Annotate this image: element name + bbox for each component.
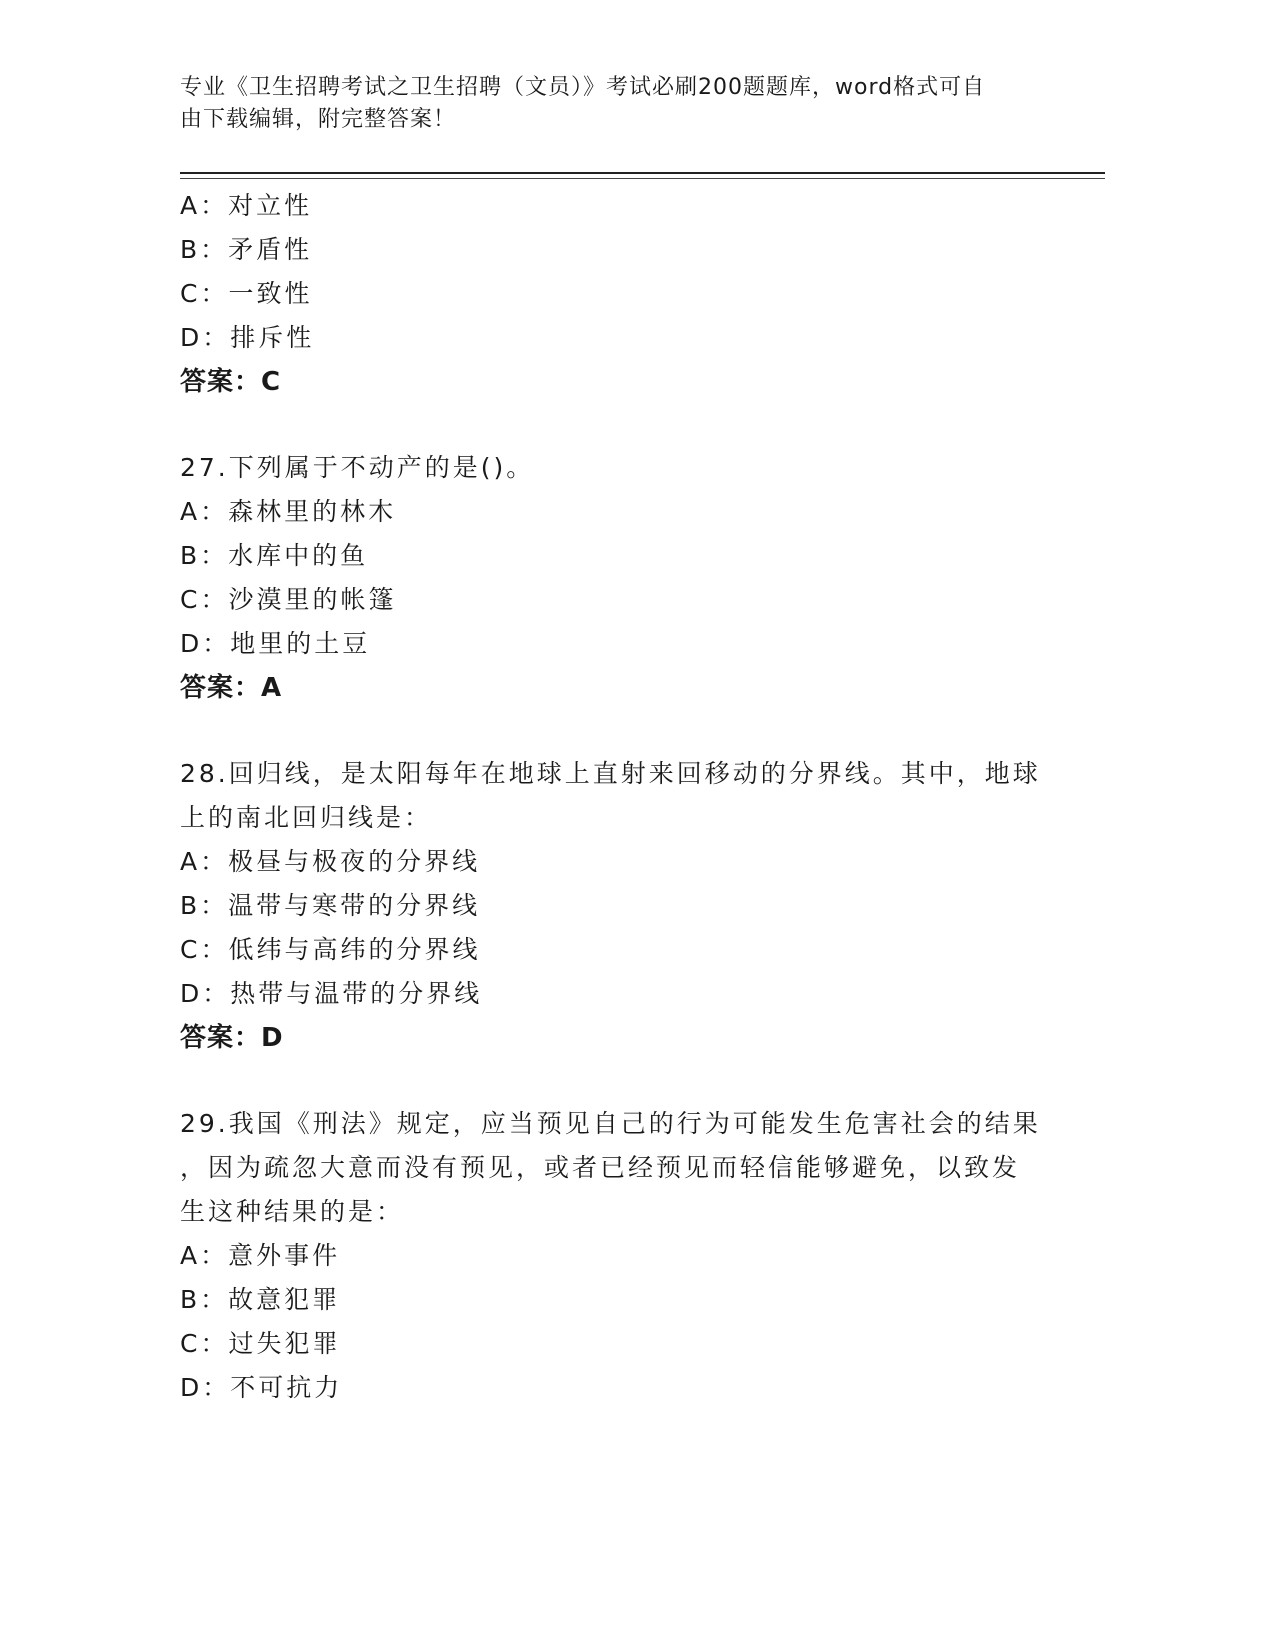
option-c: C：低纬与高纬的分界线 bbox=[180, 935, 481, 964]
question-29 bbox=[180, 1102, 1040, 1410]
stem-line: 上的南北回归线是： bbox=[180, 803, 433, 832]
option-b: B：温带与寒带的分界线 bbox=[180, 891, 481, 920]
option-b: B：故意犯罪 bbox=[180, 1285, 341, 1314]
option-b: B：矛盾性 bbox=[180, 235, 313, 264]
question-28 bbox=[180, 752, 1040, 1060]
question-27 bbox=[180, 446, 1040, 710]
option-b: B：水库中的鱼 bbox=[180, 541, 369, 570]
option-a: A：森林里的林木 bbox=[180, 497, 397, 526]
option-d: D：地里的土豆 bbox=[180, 629, 371, 658]
option-a: A：意外事件 bbox=[180, 1241, 341, 1270]
answer-line: 答案：D bbox=[180, 1023, 284, 1053]
header-rule-thin bbox=[180, 178, 1105, 179]
stem-line: 27.下列属于不动产的是()。 bbox=[180, 453, 535, 482]
question-stem bbox=[180, 1102, 1040, 1234]
option-c: C：一致性 bbox=[180, 279, 313, 308]
option-a: A：对立性 bbox=[180, 191, 313, 220]
option-d: D：热带与温带的分界线 bbox=[180, 979, 483, 1008]
option-d: D：不可抗力 bbox=[180, 1373, 343, 1402]
answer-line: 答案：A bbox=[180, 673, 283, 703]
header-rule-thick bbox=[180, 172, 1105, 174]
header-line-1: 专业《卫生招聘考试之卫生招聘（文员）》考试必刷200题题库，word格式可自 bbox=[180, 75, 986, 100]
question-stem bbox=[180, 752, 1040, 840]
option-d: D：排斥性 bbox=[180, 323, 315, 352]
option-c: C：过失犯罪 bbox=[180, 1329, 341, 1358]
header-line-2: 由下载编辑，附完整答案！ bbox=[180, 107, 457, 132]
question-26 bbox=[180, 184, 1040, 404]
stem-line: 生这种结果的是： bbox=[180, 1197, 405, 1226]
question-list bbox=[180, 184, 1040, 1410]
stem-line: 28.回归线，是太阳每年在地球上直射来回移动的分界线。其中，地球 bbox=[180, 759, 1041, 788]
stem-line: ，因为疏忽大意而没有预见，或者已经预见而轻信能够避免，以致发 bbox=[180, 1153, 1021, 1182]
option-a: A：极昼与极夜的分界线 bbox=[180, 847, 481, 876]
option-c: C：沙漠里的帐篷 bbox=[180, 585, 397, 614]
stem-line: 29.我国《刑法》规定，应当预见自己的行为可能发生危害社会的结果 bbox=[180, 1109, 1041, 1138]
answer-line: 答案：C bbox=[180, 367, 282, 397]
document-header bbox=[180, 72, 1030, 136]
question-stem bbox=[180, 446, 1040, 490]
